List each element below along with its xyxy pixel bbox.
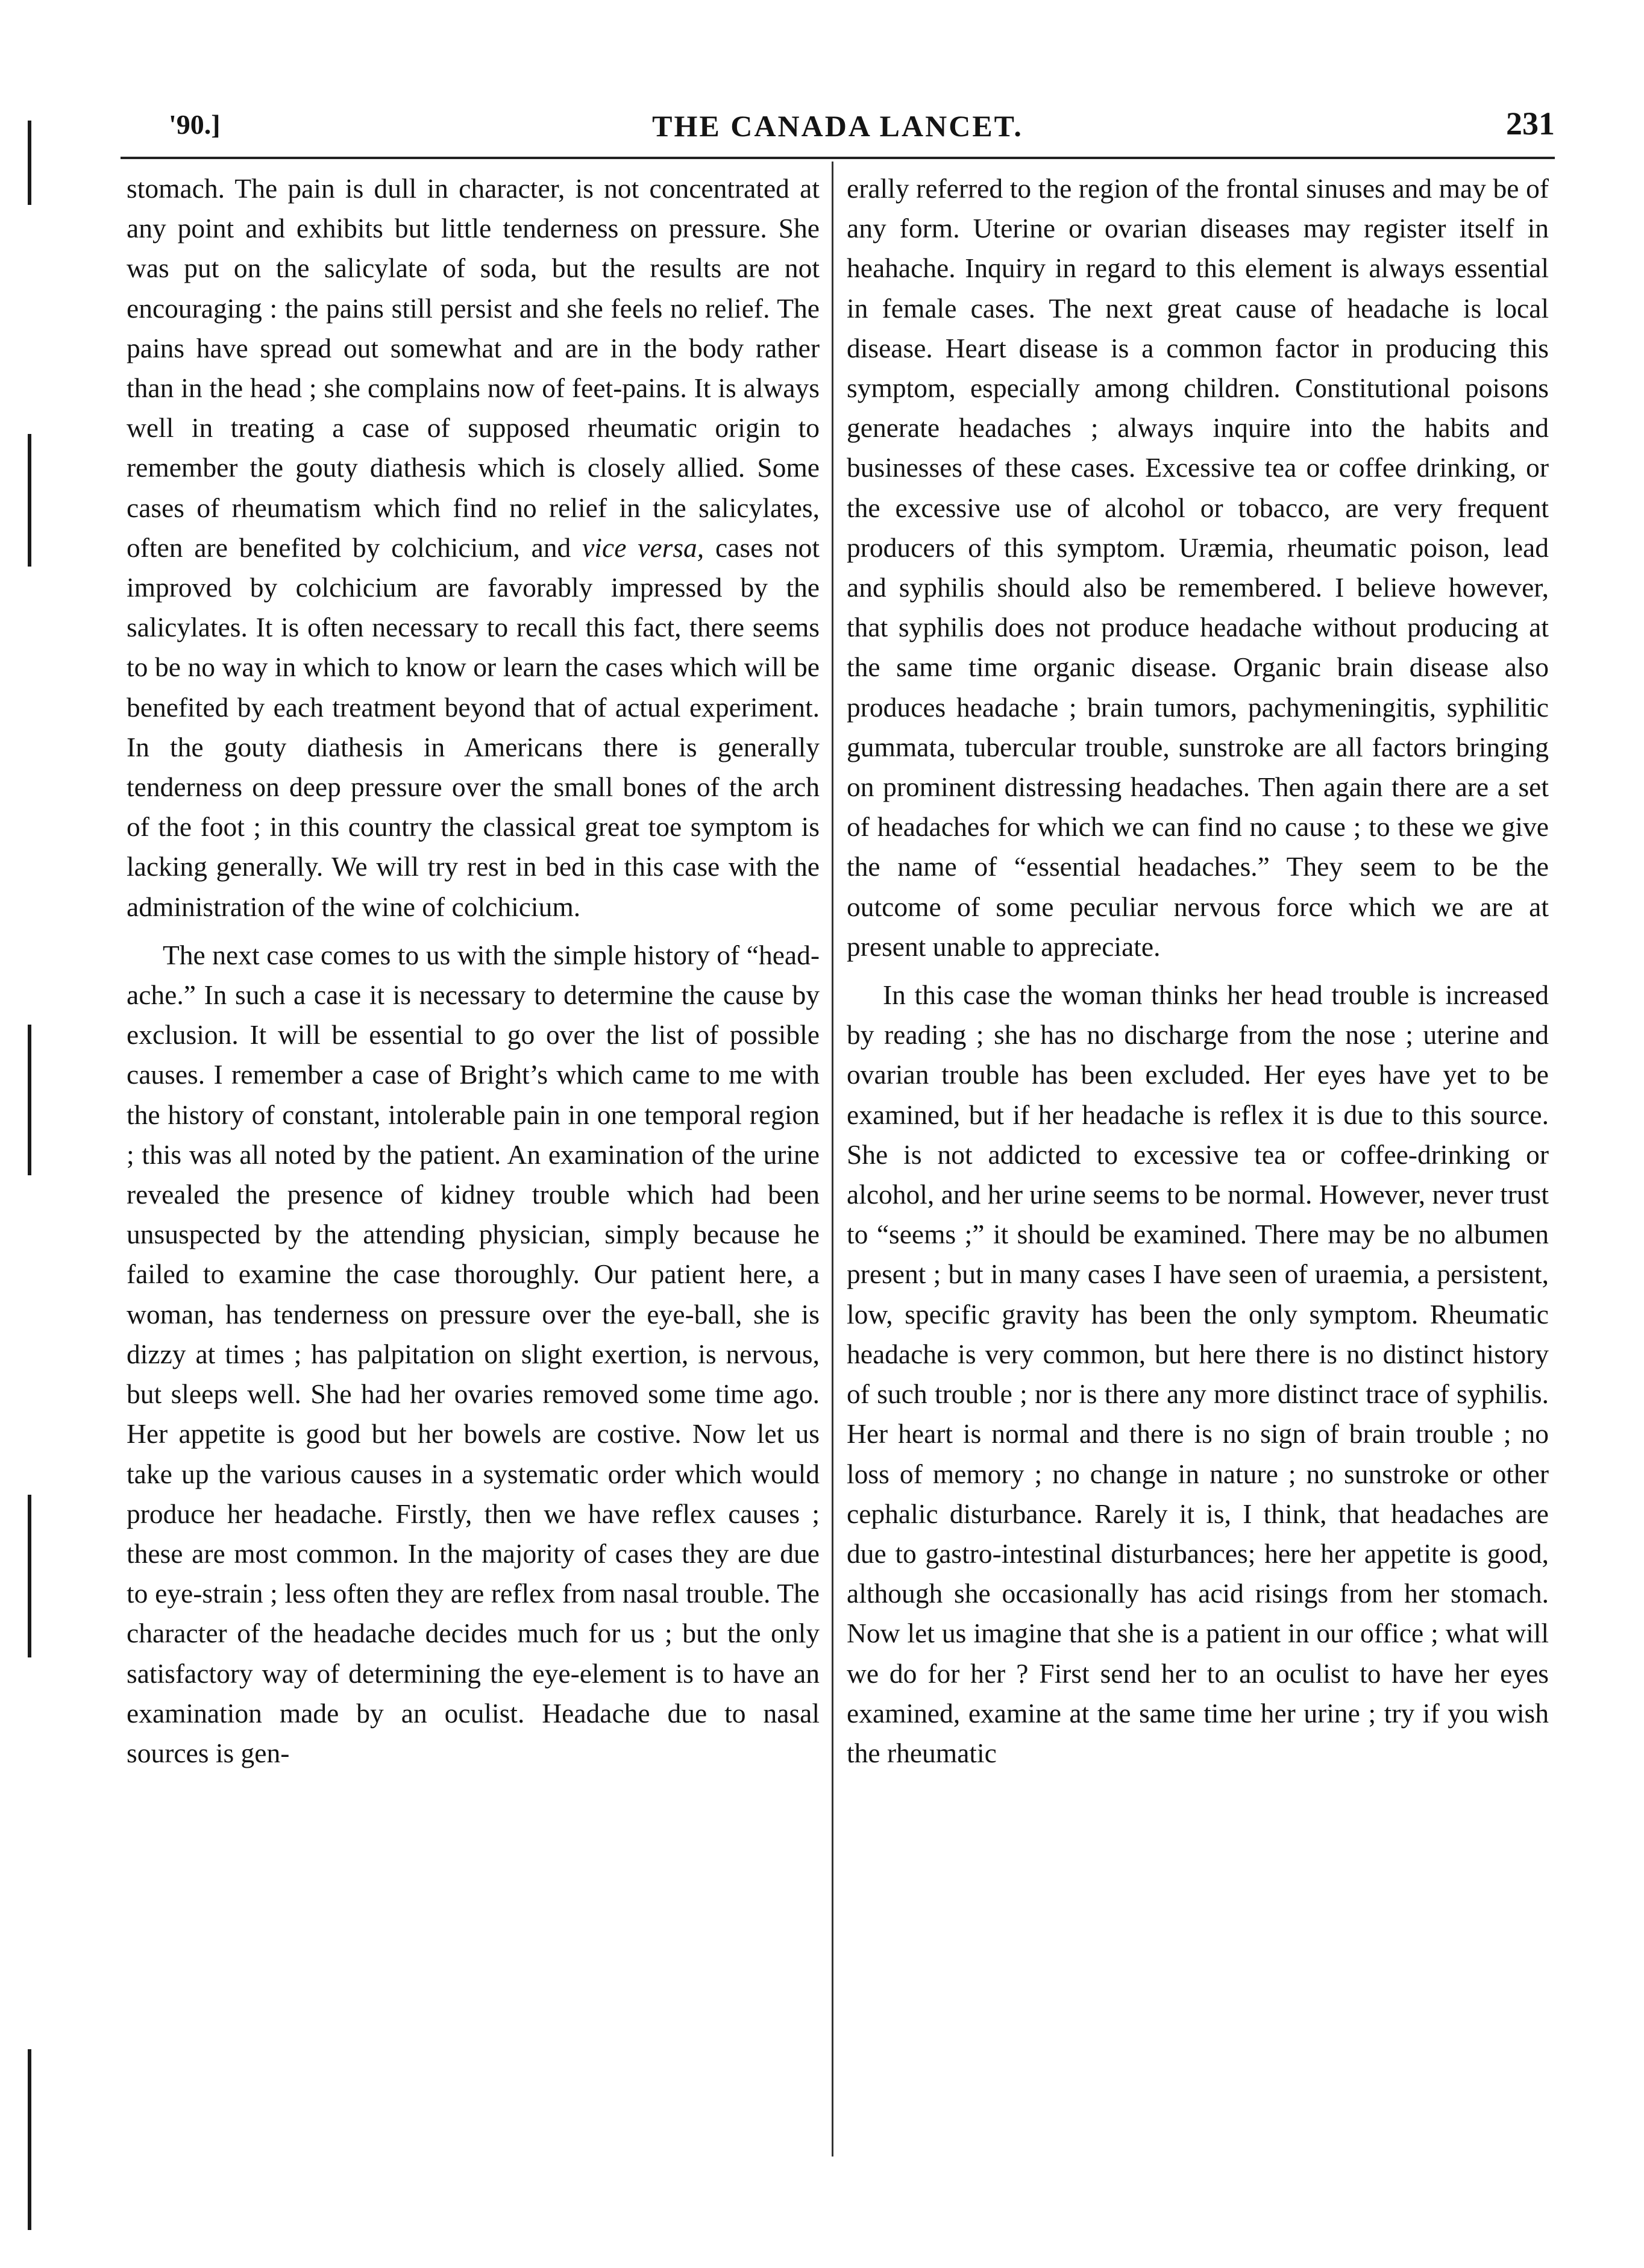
page-header bbox=[121, 102, 1555, 151]
page-number: 231 bbox=[1506, 105, 1555, 142]
margin-mark bbox=[28, 121, 31, 205]
italic-phrase: vice versa, bbox=[582, 532, 704, 563]
margin-mark bbox=[28, 2049, 31, 2230]
header-rule bbox=[121, 157, 1555, 159]
journal-title: THE CANADA LANCET. bbox=[652, 109, 1023, 143]
header-date: '90.] bbox=[169, 109, 221, 140]
margin-mark bbox=[28, 434, 31, 567]
right-column bbox=[847, 169, 1549, 1773]
left-column bbox=[127, 169, 820, 1773]
column-divider bbox=[832, 162, 833, 2156]
margin-mark bbox=[28, 1495, 31, 1657]
paragraph: erally referred to the region of the frontal sinuses and may be of any form. Uterine or ovarian diseases may register itself in heahache. Inquiry in regard to this element is always essential in female cases. The next great cause of headache is local disease. Heart disease is a common factor in producing this symptom, especially among children. Constitutional poisons generate headaches ; always inquire into the habits and businesses of these cases. Excessive tea or coffee drinking, or the excessive use of alcohol or tobacco, are very frequent producers of this symptom. Uræmia, rheumatic poison, lead and syphilis should also be remembered. I believe however, that syphilis does not produce headache without producing at the same time organic disease. Organic brain disease also produces headache ; brain tumors, pachymeningitis, syphilitic gummata, tubercular trouble, sunstroke are all factors bringing on prominent distressing headaches. Then again there are a set of headaches for which we can find no cause ; to these we give the name of “essential headaches.” They seem to be the outcome of some peculiar nervous force which we are at present unable to appreciate. bbox=[847, 173, 1549, 962]
margin-mark bbox=[28, 1025, 31, 1175]
paragraph: stomach. The pain is dull in character, is not concentrated at any point and exhibits but little tenderness on pressure. She was put on the salicylate of soda, but the results are not encouraging : the pains still persist and she feels no relief. The pains have spread out somewhat and are in the body rather than in the head ; she complains now of feet-pains. It is always well in treating a case of supposed rheumatic origin to remember the gouty diathesis which is closely allied. Some cases of rheumatism which find no relief in the salicylates, often are benefited by colchicium, and vice versa, cases not improved by colchicium are favorably impressed by the salicylates. It is often necessary to recall this fact, there seems to be no way in which to know or learn the cases which will be benefited by each treatment beyond that of actual experiment. In the gouty diathesis in Americans there is generally tenderness on deep pressure over the small bones of the arch of the foot ; in this country the classical great toe symptom is lacking generally. We will try rest in bed in this case with the administration of the wine of colchicium. bbox=[127, 173, 820, 922]
paragraph: The next case comes to us with the simple history of “head-ache.” In such a case it is necessary to determine the cause by exclusion. It will be essential to go over the list of possible causes. I remember a case of Bright’s which came to me with the history of constant, intolerable pain in one temporal region ; this was all noted by the patient. An examination of the urine revealed the presence of kidney trouble which had been unsuspected by the attending physician, simply because he failed to examine the case thoroughly. Our patient here, a woman, has tenderness on pressure over the eye-ball, she is dizzy at times ; has palpitation on slight exertion, is nervous, but sleeps well. She had her ovaries removed some time ago. Her appetite is good but her bowels are costive. Now let us take up the various causes in a systematic order which would produce her headache. Firstly, then we have reflex causes ; these are most common. In the majority of cases they are due to eye-strain ; less often they are reflex from nasal trouble. The character of the headache decides much for us ; but the only satisfactory way of determining the eye-element is to have an examination made by an oculist. Headache due to nasal sources is gen- bbox=[127, 939, 820, 1768]
paragraph: In this case the woman thinks her head trouble is increased by reading ; she has no discharge from the nose ; uterine and ovarian trouble has been excluded. Her eyes have yet to be examined, but if her headache is reflex it is due to this source. She is not addicted to excessive tea or coffee-drinking or alcohol, and her urine seems to be normal. However, never trust to “seems ;” it should be examined. There may be no albumen present ; but in many cases I have seen of uraemia, a persistent, low, specific gravity has been the only symptom. Rheumatic headache is very common, but here there is no distinct history of such trouble ; nor is there any more distinct trace of syphilis. Her heart is normal and there is no sign of brain trouble ; no loss of memory ; no change in nature ; no sunstroke or other cephalic disturbance. Rarely it is, I think, that headaches are due to gastro-intestinal disturbances; here her appetite is good, although she occasionally has acid risings from her stomach. Now let us imagine that she is a patient in our office ; what will we do for her ? First send her to an oculist to have her eyes examined, examine at the same time her urine ; try if you wish the rheumatic bbox=[847, 979, 1549, 1768]
